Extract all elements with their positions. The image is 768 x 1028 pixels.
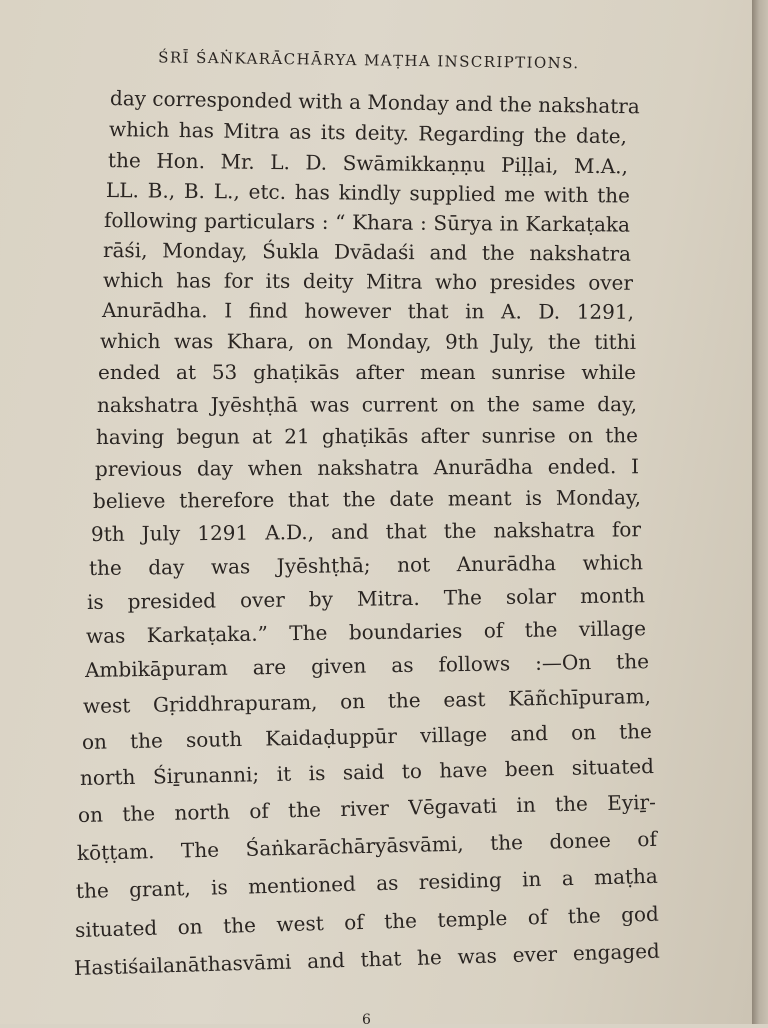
text-line: kōṭṭam. The Śaṅkarāchāryāsvāmi, the donee of [76, 826, 658, 865]
text-line: Hastiśailanāthasvāmi and that he was ever engaged [73, 938, 661, 980]
text-line: day corresponded with a Monday and the nakshatra [109, 86, 640, 119]
text-line: having begun at 21 ghaṭikās after sunrise on the [95, 423, 639, 449]
running-header: ŚRĪ ŚAṄKARĀCHĀRYA MAṬHA INSCRIPTIONS. [158, 48, 580, 73]
text-line: was Karkaṭaka.” The boundaries of the village [85, 616, 647, 648]
text-line: rāśi, Monday, Śukla Dvādaśi and the nakshatra [102, 238, 632, 266]
text-line: north Śiṟunanni; it is said to have been situated [79, 753, 655, 790]
text-line: on the north of the river Vēgavati in the Eyiṟ- [77, 789, 657, 827]
text-line: which was Khara, on Monday, 9th July, the tithi [99, 329, 637, 354]
text-line: ended at 53 ghaṭikās after mean sunrise while [98, 360, 636, 384]
text-line: situated on the west of the temple of the god [74, 901, 660, 942]
text-line: west Gṛiddhrapuram, on the east Kāñchīpuram, [82, 684, 652, 718]
book-page-edge [752, 0, 768, 1024]
text-line: previous day when nakshatra Anurādha ended. I [94, 454, 640, 481]
text-line: Anurādha. I find however that in A. D. 1291, [101, 298, 635, 324]
text-line: the day was Jyēshṭhā; not Anurādha which [88, 550, 644, 580]
text-line: the grant, is mentioned as residing in a maṭha [75, 863, 659, 903]
text-line: believe therefore that the date meant is Monday, [92, 485, 642, 513]
text-line: is presided over by Mitra. The solar month [86, 583, 646, 614]
text-line: which has for its deity Mitra who presides over [102, 268, 634, 295]
text-line: Ambikāpuram are given as follows :—On the [84, 649, 650, 682]
text-line: 9th July 1291 A.D., and that the nakshatra for [90, 517, 642, 546]
page-number: 6 [362, 1012, 371, 1028]
text-line: LL. B., B. L., etc. has kindly supplied me with the [105, 178, 631, 208]
text-line: nakshatra Jyēshṭhā was current on the same day, [96, 392, 638, 417]
text-line: the Hon. Mr. L. D. Swāmikkaṇṇu Piḷḷai, M.A., [107, 148, 629, 179]
text-line: on the south Kaidaḍuppūr village and on the [81, 719, 653, 754]
text-line: which has Mitra as its deity. Regarding the date, [108, 117, 628, 149]
text-line: following particulars : “ Khara : Sūrya in Karkaṭaka [103, 208, 631, 237]
